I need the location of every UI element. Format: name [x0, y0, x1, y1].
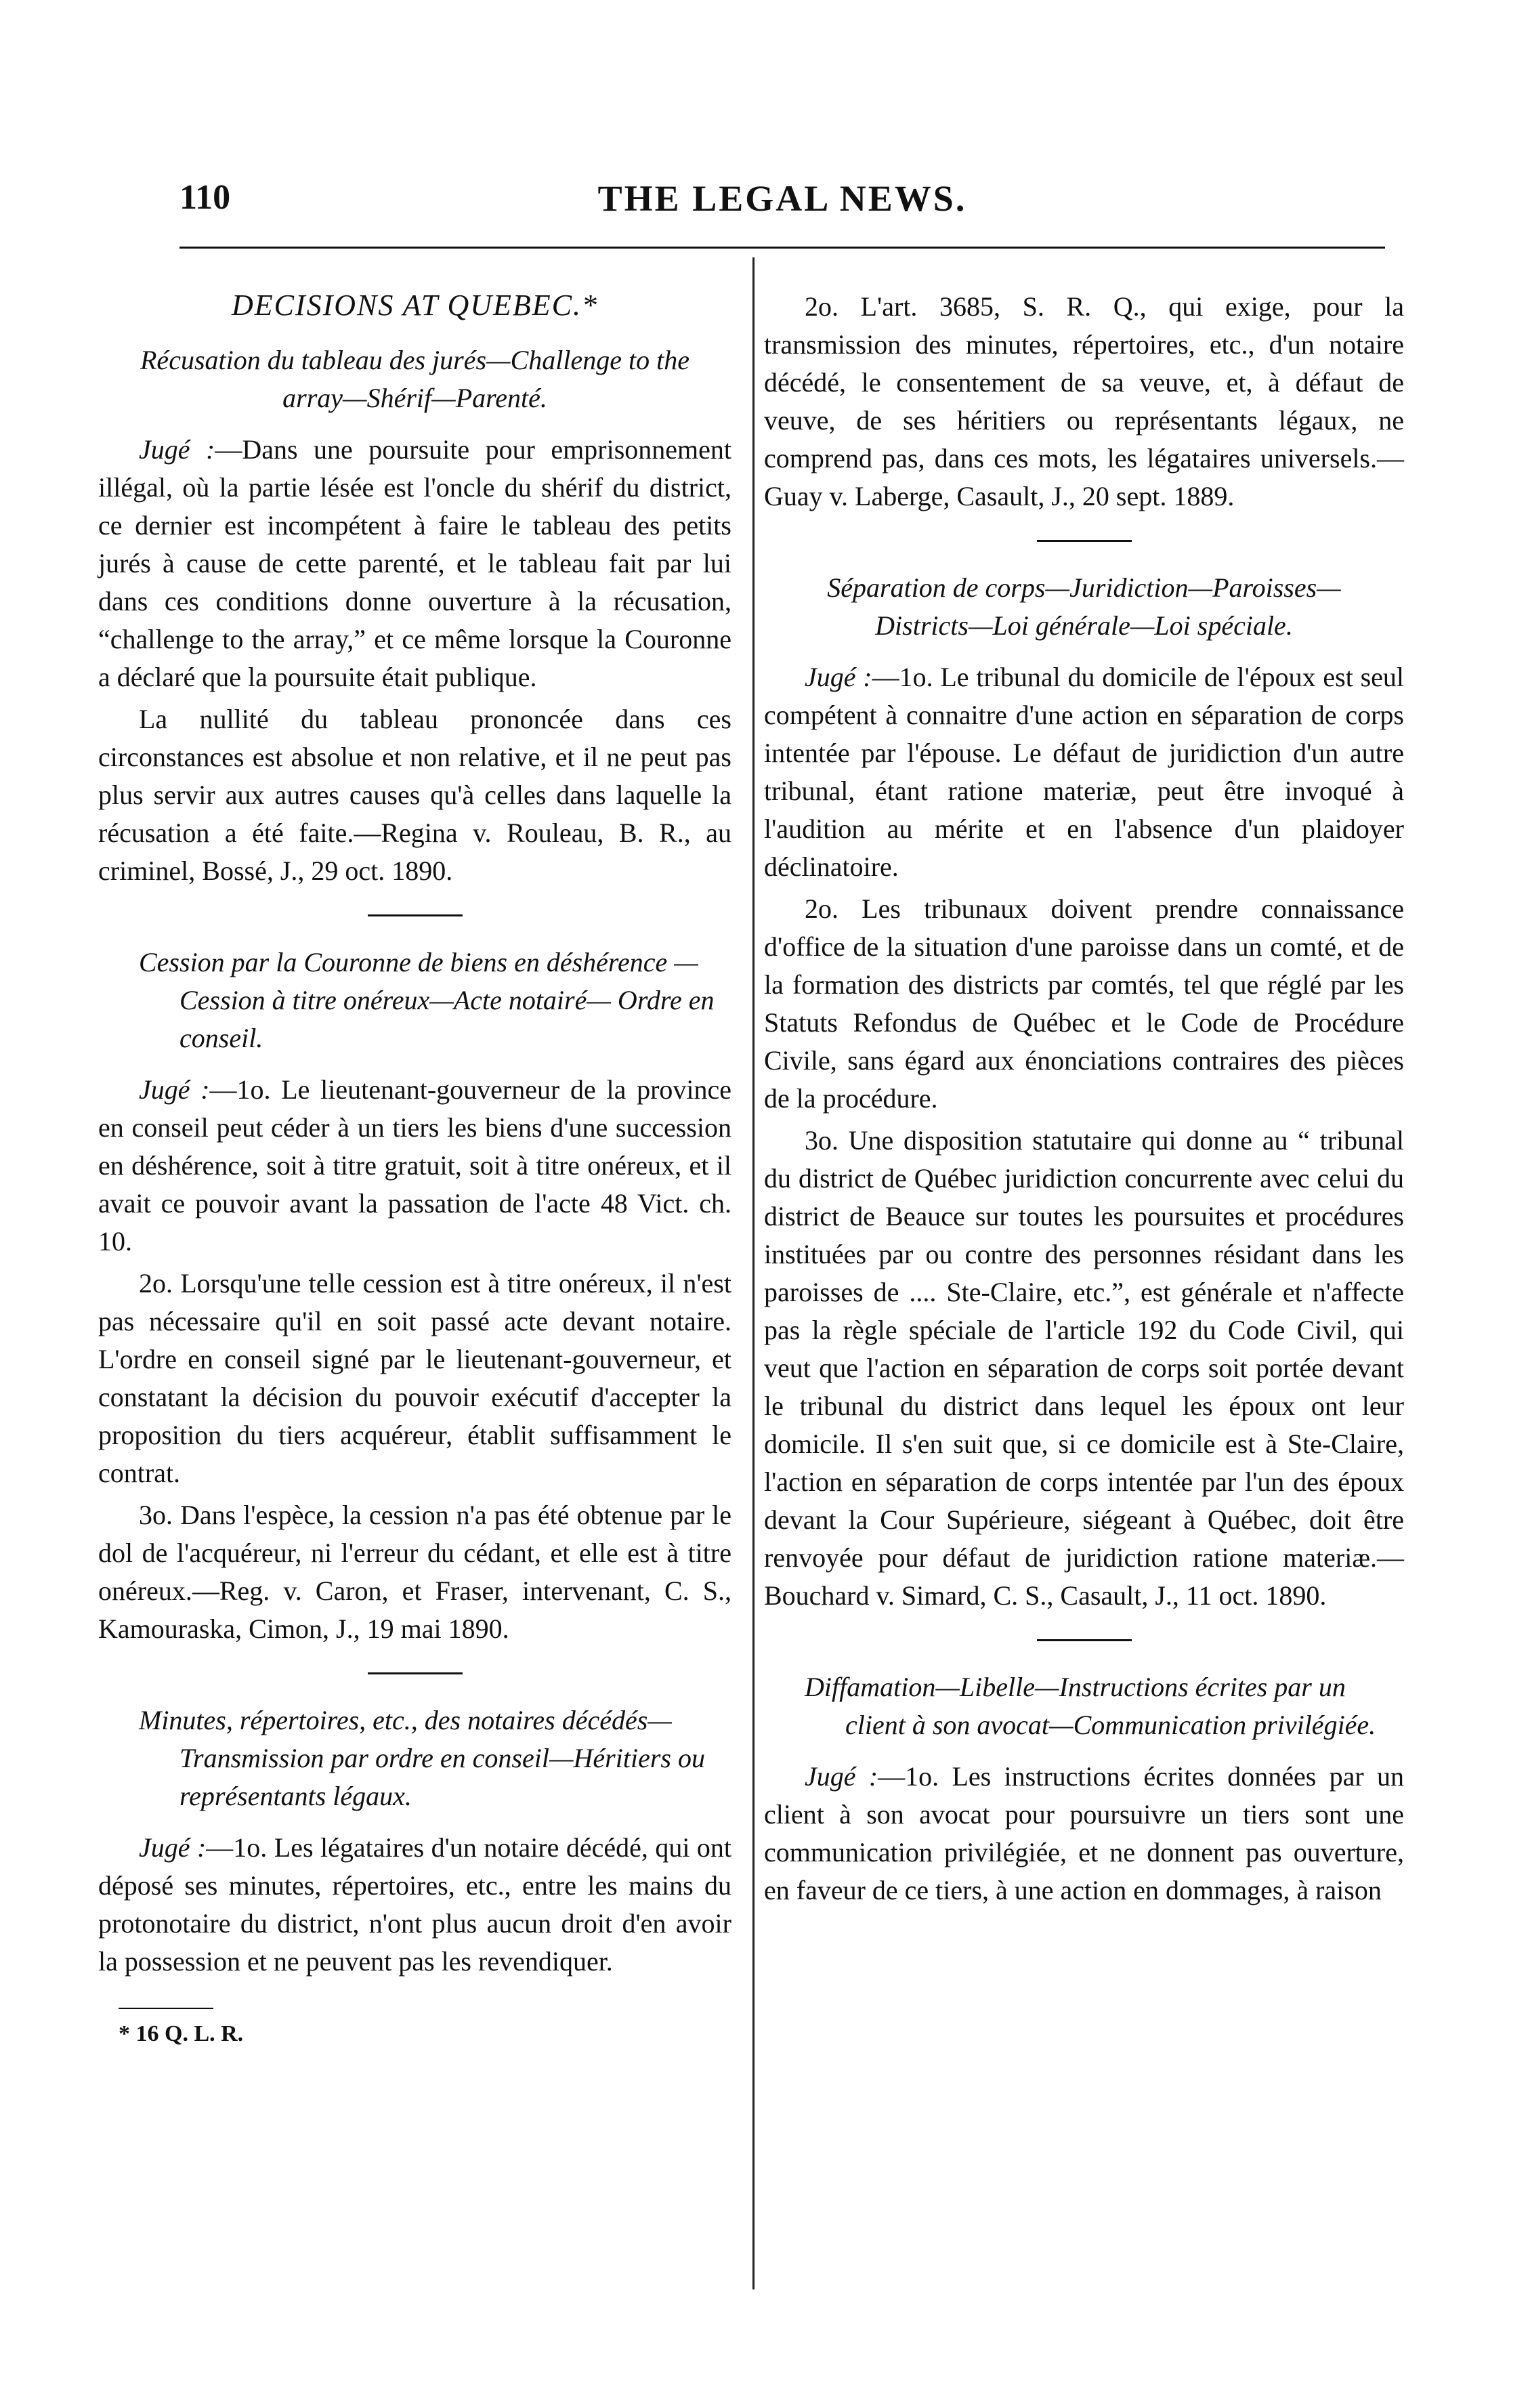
- case-title: Cession par la Couronne de biens en déshérence —Cession à titre onéreux—Acte notairé— Ordre en conseil.: [139, 947, 715, 1053]
- footnote-rule: [119, 2008, 213, 2009]
- case-paragraph: 2o. Lorsqu'une telle cession est à titre onéreux, il n'est pas nécessaire qu'il en soit passé acte devant notaire. L'ordre en conseil signé par le lieutenant-gouverneur, et constatant la décision du pouvoir exécutif d'accepter la proposition du tiers acquéreur, établit suffisamment le contrat.: [98, 1268, 731, 1488]
- juge-lead: Jugé :: [805, 662, 872, 692]
- paragraph-text: —1o. Les légataires d'un notaire décédé, qui ont déposé ses minutes, répertoires, etc., entre les mains du protonotaire du district, n'ont plus aucun droit d'en avoir la possession et ne peuvent pas les revendiquer.: [98, 1832, 732, 1977]
- case-title: Diffamation—Libelle—Instructions écrites par un client à son avocat—Communication privilégiée.: [805, 1672, 1376, 1740]
- section-rule: [1037, 540, 1132, 542]
- case-title: Récusation du tableau des jurés—Challenge to the array—Shérif—Parenté.: [140, 345, 689, 413]
- case-paragraph: 3o. Une disposition statutaire qui donne au “ tribunal du district de Québec juridiction concurrente avec celui du district de Beauce sur toutes les poursuites et procédures instituées par ou contre des personnes résidant dans les paroisses de .... Ste-Claire, etc.”, est générale et n'affecte pas la règle spéciale de l'article 192 du Code Civil, qui veut que l'action en séparation de corps soit portée devant le tribunal du district dans lequel les époux ont leur domicile. Il s'en suit que, si ce domicile est à Ste-Claire, l'action en séparation de corps intentée par l'un des époux devant la Cour Supérieure, siégeant à Québec, doit être renvoyée pour défaut de juridiction ratione materiæ.—Bouchard v. Simard, C. S., Casault, J., 11 oct. 1890.: [764, 1125, 1404, 1611]
- case-paragraph: [98, 431, 731, 696]
- case-paragraph: [98, 1071, 731, 1261]
- paragraph-text: —Dans une poursuite pour emprisonnement illégal, où la partie lésée est l'oncle du shérif du district, ce dernier est incompétent à faire le tableau des petits jurés à cause de cette parenté, et le tableau fait par lui dans ces conditions donne ouverture à la récusation, “challenge to the array,” et ce même lorsque la Couronne a déclaré que la poursuite était publique.: [98, 434, 731, 692]
- juge-lead: Jugé :: [139, 1074, 210, 1105]
- left-column: [98, 274, 731, 2047]
- paragraph-text: —1o. Le tribunal du domicile de l'époux est seul compétent à connaitre d'une action en séparation de corps intentée par l'épouse. Le défaut de juridiction d'un autre tribunal, étant ratione materiæ, peut être invoqué à l'audition au mérite et en l'absence d'un plaidoyer déclinatoire.: [764, 662, 1405, 882]
- case-paragraph: 2o. Les tribunaux doivent prendre connaissance d'office de la situation d'une paroisse dans un comté, et de la formation des districts par comtés, tel que réglé par les Statuts Refondus de Québec et le Code de Procédure Civile, sans égard aux énonciations contraires des pièces de la procédure.: [764, 893, 1404, 1114]
- case-paragraph: [764, 1758, 1404, 1909]
- juge-lead: Jugé :: [805, 1761, 878, 1792]
- section-rule: [1037, 1639, 1132, 1641]
- section-rule: [368, 914, 463, 916]
- section-rule: [368, 1672, 463, 1674]
- case-paragraph: [764, 658, 1404, 886]
- case-paragraph: 2o. L'art. 3685, S. R. Q., qui exige, pour la transmission des minutes, répertoires, etc., d'un notaire décédé, le consentement de sa veuve, et, à défaut de veuve, de ses héritiers ou représentants légaux, ne comprend pas, dans ces mots, les légataires universels.—Guay v. Laberge, Casault, J., 20 sept. 1889.: [764, 291, 1404, 511]
- section-heading: DECISIONS AT QUEBEC.*: [231, 289, 599, 322]
- paragraph-text: —1o. Le lieutenant-gouverneur de la province en conseil peut céder à un tiers les biens d'une succession en déshérence, soit à titre gratuit, soit à titre onéreux, et il avait ce pouvoir avant la passation de l'acte 48 Vict. ch. 10.: [98, 1074, 732, 1256]
- case-paragraph: [98, 1829, 731, 1981]
- running-title: THE LEGAL NEWS.: [597, 178, 967, 219]
- paragraph-text: —1o. Les instructions écrites données par un client à son avocat pour poursuivre un tiers sont une communication privilégiée, et ne donnent pas ouverture, en faveur de ce tiers, à une action en dommages, à raison: [764, 1761, 1405, 1905]
- case-title: Séparation de corps—Juridiction—Paroisses— Districts—Loi générale—Loi spéciale.: [827, 572, 1341, 641]
- juge-lead: Jugé :: [139, 1832, 207, 1863]
- column-divider: [752, 257, 755, 2289]
- case-title: Minutes, répertoires, etc., des notaires décédés— Transmission par ordre en conseil—Héritiers ou représentants légaux.: [139, 1705, 705, 1811]
- case-paragraph: La nullité du tableau prononcée dans ces circonstances est absolue et non relative, et il ne peut pas plus servir aux autres causes qu'à celles dans laquelle la récusation a été faite.—Regina v. Rouleau, B. R., au criminel, Bossé, J., 29 oct. 1890.: [98, 704, 731, 886]
- case-paragraph: 3o. Dans l'espèce, la cession n'a pas été obtenue par le dol de l'acquéreur, ni l'erreur du cédant, et elle est à titre onéreux.—Reg. v. Caron, et Fraser, intervenant, C. S., Kamouraska, Cimon, J., 19 mai 1890.: [98, 1500, 731, 1644]
- page-number: 110: [179, 178, 231, 217]
- juge-lead: Jugé :: [139, 434, 215, 465]
- right-column: [764, 274, 1404, 1914]
- footnote: * 16 Q. L. R.: [119, 2021, 244, 2046]
- header-rule: [179, 247, 1385, 249]
- page-header: [179, 177, 1385, 232]
